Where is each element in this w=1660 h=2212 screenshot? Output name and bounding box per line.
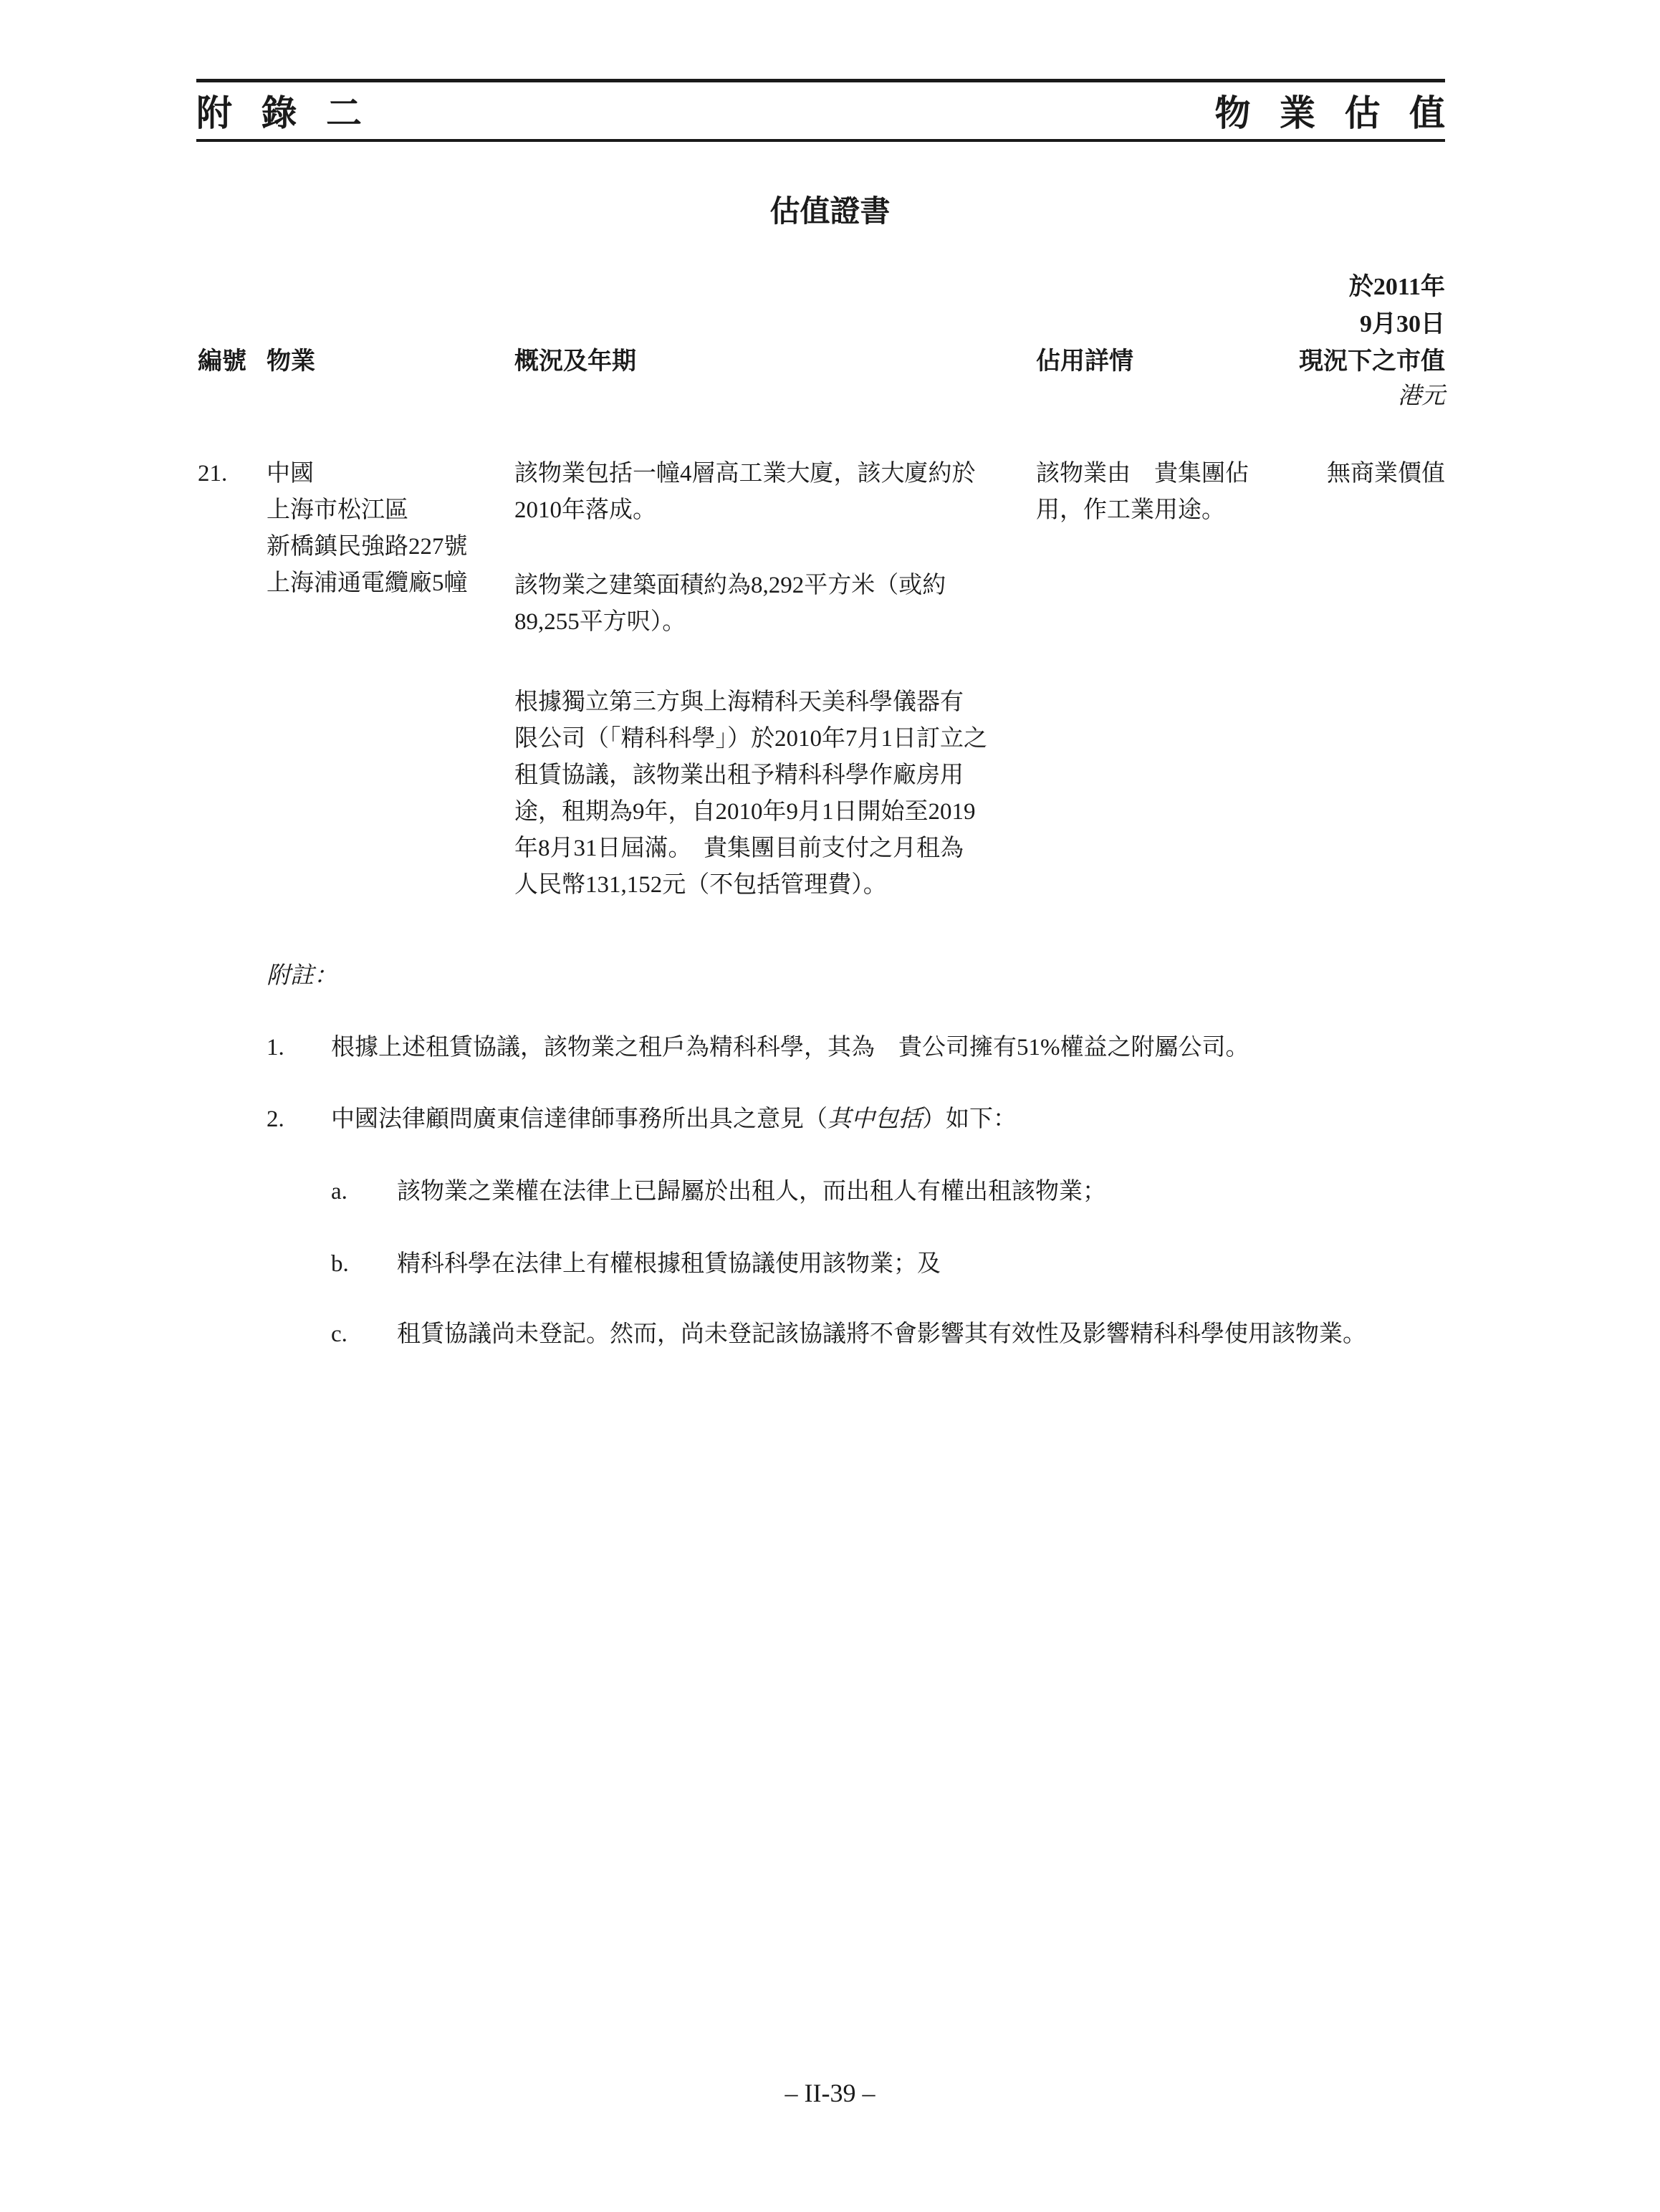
column-header-occupancy: 佔用詳情 bbox=[1036, 348, 1133, 375]
description-line: 2010年落成。 bbox=[514, 497, 656, 523]
column-header-description: 概況及年期 bbox=[514, 348, 636, 375]
column-header-value: 現況下之市值 bbox=[1299, 348, 1445, 375]
occupancy-details bbox=[1036, 456, 1249, 529]
property-line: 上海市松江區 bbox=[267, 497, 408, 523]
property-address bbox=[267, 456, 468, 602]
value-currency-unit: 港元 bbox=[1398, 383, 1445, 409]
header-appendix-title: 附 錄 二 bbox=[196, 93, 372, 133]
header-top-rule bbox=[196, 79, 1445, 82]
property-line: 新橋鎮民強路227號 bbox=[267, 534, 468, 560]
property-line: 中國 bbox=[267, 461, 314, 487]
page-number: – II-39 – bbox=[785, 2079, 875, 2107]
column-header-property: 物業 bbox=[267, 348, 315, 375]
description-line: 租賃協議，該物業出租予精科科學作廠房用 bbox=[514, 762, 964, 788]
note-2-label: 2. bbox=[267, 1106, 284, 1132]
description-line: 該物業包括一幢4層高工業大廈，該大廈約於 bbox=[514, 461, 976, 487]
subnote-b-text: 精科科學在法律上有權根據租賃協議使用該物業；及 bbox=[397, 1251, 941, 1277]
column-header-number: 編號 bbox=[198, 348, 246, 375]
occupancy-line: 用，作工業用途。 bbox=[1036, 497, 1225, 523]
description-line: 89,255平方呎）。 bbox=[514, 609, 686, 635]
note-1-label: 1. bbox=[267, 1035, 284, 1060]
value-date-line1: 於2011年 bbox=[1348, 274, 1445, 300]
description-line: 限公司（「精科科學」）於2010年7月1日訂立之 bbox=[514, 726, 987, 752]
header-bottom-rule bbox=[196, 139, 1445, 142]
description-line: 根據獨立第三方與上海精科天美科學儀器有 bbox=[514, 689, 964, 715]
note-2-text-before: 中國法律顧問廣東信達律師事務所出具之意見（ bbox=[331, 1106, 827, 1132]
subnote-a-label: a. bbox=[331, 1179, 347, 1205]
property-line: 上海浦通電纜廠5幢 bbox=[267, 570, 468, 596]
note-2-text-after: ）如下： bbox=[922, 1106, 1017, 1132]
description-line: 途，租期為9年，自2010年9月1日開始至2019 bbox=[514, 799, 976, 825]
description-line: 人民幣131,152元（不包括管理費）。 bbox=[514, 872, 887, 898]
subnote-c-text: 租賃協議尚未登記。然而，尚未登記該協議將不會影響其有效性及影響精科科學使用該物業。 bbox=[397, 1321, 1366, 1347]
description-paragraph-1 bbox=[514, 456, 976, 529]
page-title: 估值證書 bbox=[769, 196, 891, 229]
market-value: 無商業價值 bbox=[1327, 461, 1445, 487]
description-paragraph-2 bbox=[514, 568, 946, 641]
description-paragraph-3 bbox=[514, 684, 987, 904]
value-date-line2: 9月30日 bbox=[1360, 311, 1445, 337]
subnote-a-text: 該物業之業權在法律上已歸屬於出租人，而出租人有權出租該物業； bbox=[397, 1179, 1106, 1205]
entry-number: 21. bbox=[198, 461, 228, 487]
header-section-title: 物 業 估 值 bbox=[1214, 93, 1455, 133]
note-1-text: 根據上述租賃協議，該物業之租戶為精科科學，其為 貴公司擁有51%權益之附屬公司。 bbox=[331, 1035, 1249, 1060]
subnote-b-label: b. bbox=[331, 1251, 349, 1277]
note-2-text-italic: 其中包括 bbox=[827, 1106, 922, 1132]
description-line: 年8月31日屆滿。 貴集團目前支付之月租為 bbox=[514, 836, 964, 861]
notes-heading: 附註： bbox=[267, 963, 337, 989]
note-2-text bbox=[331, 1101, 1017, 1138]
subnote-c-label: c. bbox=[331, 1321, 347, 1347]
occupancy-line: 該物業由 貴集團佔 bbox=[1036, 461, 1249, 487]
description-line: 該物業之建築面積約為8,292平方米（或約 bbox=[514, 573, 946, 598]
